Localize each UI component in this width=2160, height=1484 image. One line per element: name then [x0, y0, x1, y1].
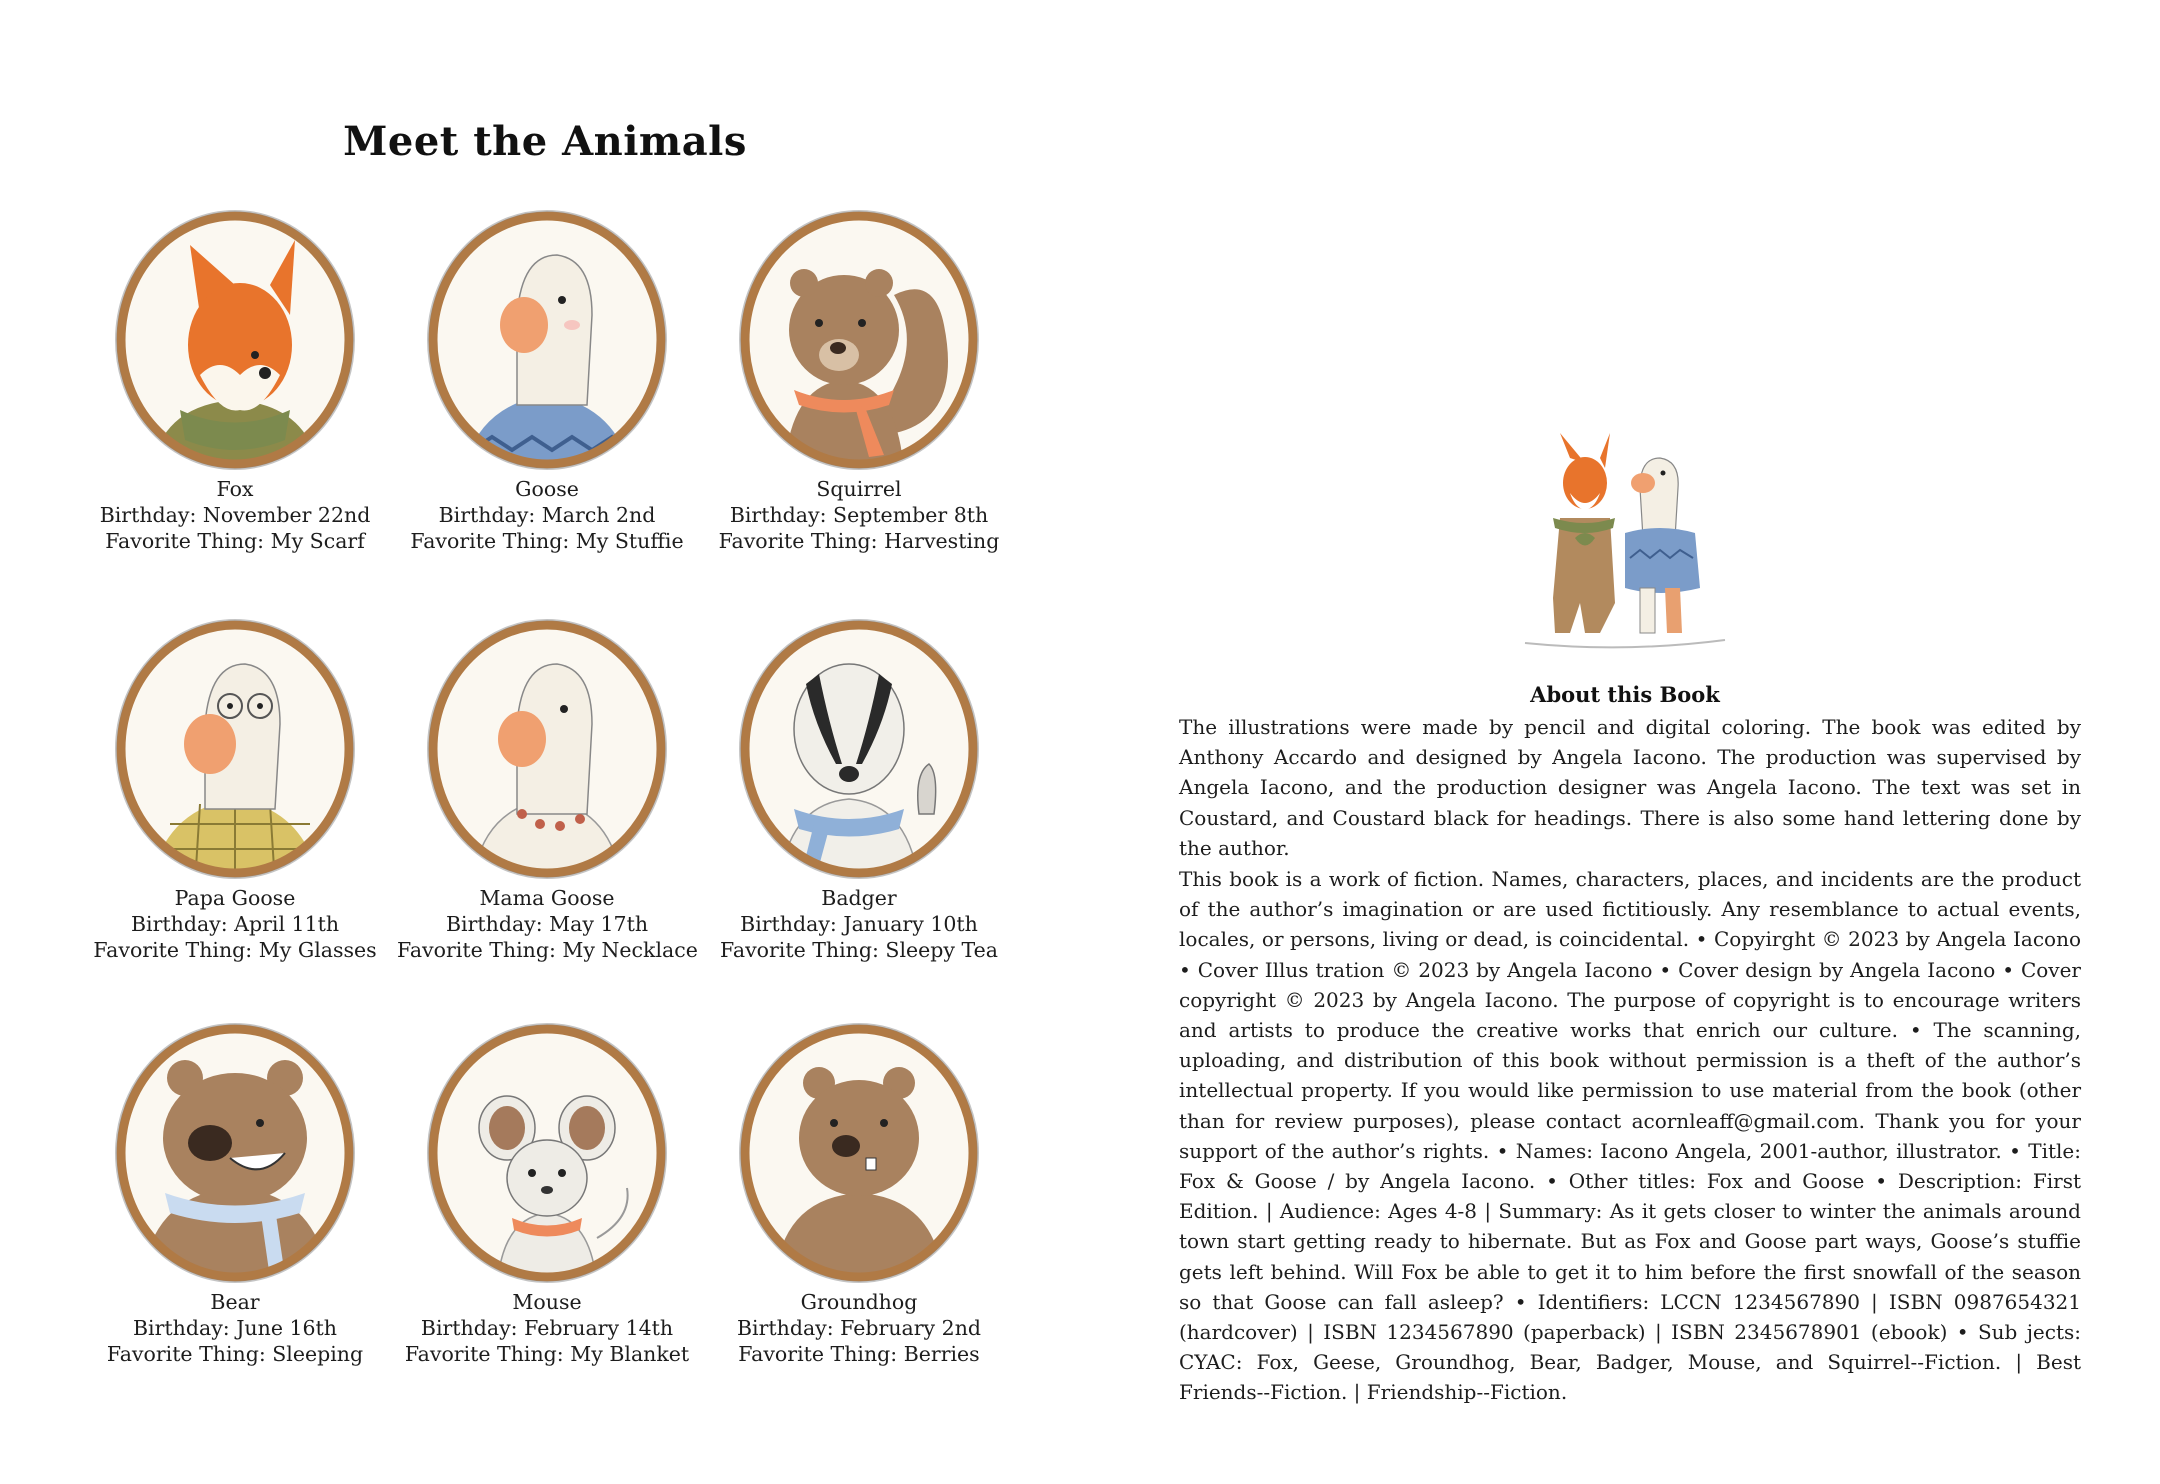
animal-name: Papa Goose — [174, 886, 296, 910]
animal-card-squirrel — [709, 205, 1009, 553]
animal-name: Bear — [210, 1290, 260, 1314]
about-title: About this Book — [1530, 682, 1720, 707]
bear-portrait — [110, 1018, 360, 1288]
animal-birthday: Birthday: February 14th — [420, 1316, 674, 1340]
fox-and-goose-illustration — [1515, 428, 1735, 658]
animal-card-fox — [85, 205, 385, 553]
animal-card-papa-goose — [85, 614, 385, 962]
animal-birthday: Birthday: April 11th — [130, 912, 340, 936]
right-page — [1080, 0, 2160, 1484]
animal-birthday: Birthday: November 22nd — [99, 503, 371, 527]
animal-favorite: Favorite Thing: My Scarf — [105, 529, 365, 553]
animal-favorite: Favorite Thing: Berries — [738, 1342, 980, 1366]
animal-name: Fox — [216, 477, 254, 501]
mama-goose-portrait — [422, 614, 672, 884]
animal-favorite: Favorite Thing: My Blanket — [404, 1342, 690, 1366]
animal-birthday: Birthday: May 17th — [445, 912, 649, 936]
animal-name: Squirrel — [816, 477, 902, 501]
squirrel-portrait — [734, 205, 984, 475]
animal-birthday: Birthday: June 16th — [132, 1316, 337, 1340]
animal-card-groundhog — [709, 1018, 1009, 1366]
fox-portrait — [110, 205, 360, 475]
about-paragraph-1: The illustrations were made by pencil and digital coloring. The book was edited by Anthony Accardo and designed by Angela Iacono. The production was supervised by Angela Iacono, and the production designer was Angela Iacono. The text was set in Coustard, and Coustard black for headings. There is also some hand lettering done by the author. — [1179, 715, 2081, 860]
page-title: Meet the Animals — [343, 118, 747, 165]
animal-card-bear — [85, 1018, 385, 1366]
animal-card-badger — [709, 614, 1009, 962]
animal-birthday: Birthday: January 10th — [740, 912, 978, 936]
groundhog-portrait — [734, 1018, 984, 1288]
animal-birthday: Birthday: March 2nd — [438, 503, 656, 527]
goose-portrait — [422, 205, 672, 475]
mouse-portrait — [422, 1018, 672, 1288]
animal-birthday: Birthday: September 8th — [729, 503, 989, 527]
animal-favorite: Favorite Thing: My Stuffie — [410, 529, 684, 553]
papa-goose-portrait — [110, 614, 360, 884]
animal-favorite: Favorite Thing: Sleepy Tea — [720, 938, 998, 962]
animal-name: Mouse — [512, 1290, 582, 1314]
animal-name: Goose — [515, 477, 579, 501]
animal-card-mouse — [397, 1018, 697, 1366]
animal-birthday: Birthday: February 2nd — [736, 1316, 982, 1340]
animal-card-mama-goose — [397, 614, 697, 962]
about-paragraph-2: This book is a work of fiction. Names, characters, places, and incidents are the product of the author’s imagination or are used fictitiously. Any resemblance to actual events, locales, or persons, living or dead, is coincidental. • Copyirght © 2023 by Angela Iacono • Cover Illus tration © 2023 by Angela Iacono • Cover design by Angela Iacono • Cover copyright © 2023 by Angela Iacono. The purpose of copyright is to encourage writers and artists to produce the creative works that enrich our culture. • The scanning, uploading, and distribution of this book without permission is a theft of the author’s intellectual property. If you would like permission to use material from the book (other than for review purposes), please contact acornleaff@gmail.com. Thank you for your support of the author’s rights. • Names: Iacono Angela, 2001-author, illustrator. • Title: Fox & Goose / by Angela Iacono. • Other titles: Fox and Goose • Description: First Edition. | Audience: Ages 4-8 | Summary: As it gets closer to winter the animals around town start getting ready to hibernate. But as Fox and Goose part ways, Goose’s stuffie gets left behind. Will Fox be able to get it to him before the first snowfall of the season so that Goose can fall asleep? • Identifiers: LCCN 1234567890 | ISBN 0987654321 (hardcover) | ISBN 1234567890 (paperback) | ISBN 2345678901 (ebook) • Sub jects: CYAC: Fox, Geese, Groundhog, Bear, Badger, Mouse, and Squirrel--Fiction. | Best Friends--Fiction. | Friendship--Fiction. — [1179, 867, 2081, 1405]
animal-favorite: Favorite Thing: My Necklace — [397, 938, 698, 962]
badger-portrait — [734, 614, 984, 884]
animal-favorite: Favorite Thing: Harvesting — [718, 529, 1000, 553]
animal-favorite: Favorite Thing: Sleeping — [106, 1342, 364, 1366]
animal-name: Badger — [821, 886, 897, 910]
animal-card-goose — [397, 205, 697, 553]
animal-name: Groundhog — [800, 1290, 918, 1314]
animal-favorite: Favorite Thing: My Glasses — [93, 938, 377, 962]
animal-name: Mama Goose — [479, 886, 615, 910]
